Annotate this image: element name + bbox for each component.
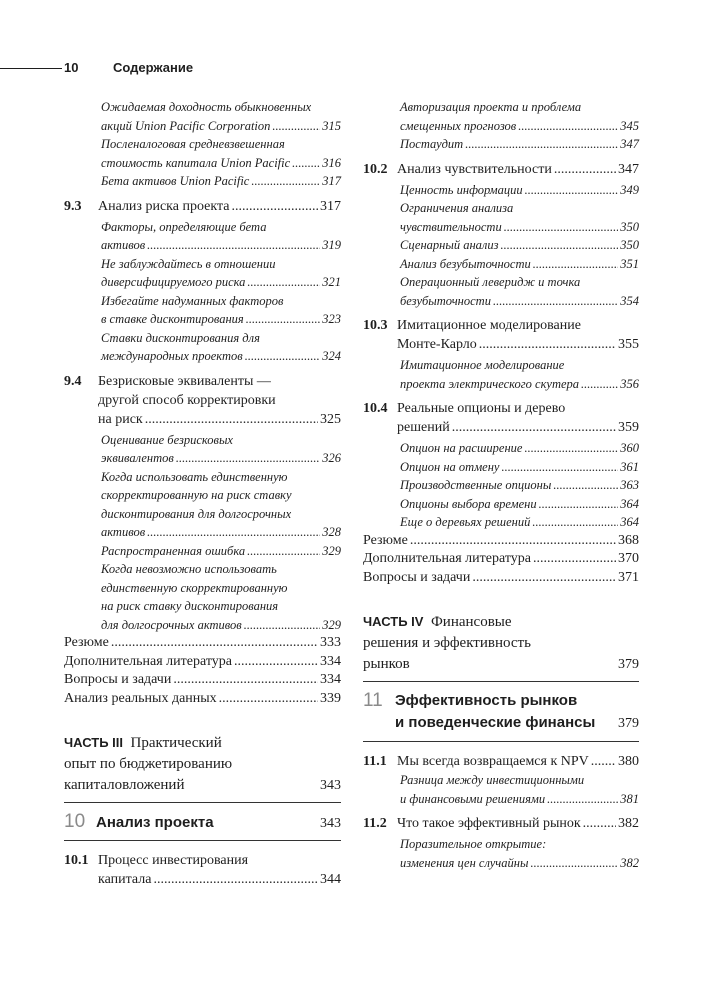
toc-entry-text: Оценивание безрисковых [101, 432, 233, 447]
toc-page-number: 339 [320, 690, 341, 706]
toc-entry-questions[interactable] [64, 671, 341, 690]
toc-entry-text: Когда невозможно использовать [101, 562, 277, 576]
chapter-title: Эффективность рынков [395, 692, 578, 709]
divider [64, 840, 341, 841]
toc-entry-text: Безрисковые эквиваленты — [98, 373, 271, 389]
divider [363, 741, 639, 742]
toc-entry-text: Монте-Карло [397, 337, 477, 352]
toc-page-number: 350 [620, 219, 639, 234]
toc-page-number: 363 [620, 478, 639, 492]
chapter-title: и поведенческие финансы [395, 714, 596, 731]
toc-entry-text: Вопросы и задачи [363, 569, 471, 585]
toc-entry-text: Избегайте надуманных факторов [101, 293, 284, 308]
toc-entry-text: Операционный леверидж и точка [400, 275, 581, 289]
toc-entry-further-reading[interactable] [363, 550, 639, 569]
section-number: 9.4 [64, 373, 82, 389]
toc-page-number: 380 [618, 754, 639, 769]
toc-page-number: 364 [620, 496, 639, 511]
toc-subentry[interactable] [363, 458, 639, 477]
toc-entry-further-reading[interactable] [64, 653, 341, 672]
toc-page-number: 345 [620, 118, 639, 133]
toc-subentry[interactable] [64, 98, 341, 135]
toc-section-10-3[interactable] [363, 316, 639, 354]
toc-part-3[interactable] [64, 732, 341, 796]
toc-page-number: 343 [320, 816, 341, 831]
toc-entry-text: Авторизация проекта и проблема [400, 100, 582, 114]
toc-entry-text: Сценарный анализ [400, 238, 499, 252]
toc-page-number: 334 [320, 653, 341, 669]
toc-entry-text: Ценность информации [400, 182, 523, 197]
toc-page-number: 344 [320, 872, 341, 887]
toc-subentry[interactable] [363, 135, 639, 154]
toc-entry-text: изменения цен случайны [400, 855, 529, 870]
toc-page-number: 323 [322, 312, 341, 326]
toc-chapter-10[interactable] [64, 811, 341, 834]
toc-entry-text: в ставке дисконтирования [101, 312, 244, 326]
toc-subentry[interactable] [363, 513, 639, 532]
toc-page-number: 321 [322, 275, 341, 289]
toc-section-9-3[interactable] [64, 197, 341, 216]
toc-page-number: 381 [620, 791, 639, 806]
toc-subentry[interactable] [363, 199, 639, 236]
chapter-title: Анализ проекта [96, 814, 214, 831]
toc-page-number: 347 [618, 161, 639, 177]
toc-left-column [64, 98, 341, 889]
toc-entry-text: Производственные опционы [400, 478, 552, 492]
toc-entry-text: и финансовыми решениями [400, 791, 546, 806]
toc-entry-real-data[interactable] [64, 690, 341, 709]
part-title: опыт по бюджетированию [64, 756, 233, 772]
section-number: 10.4 [363, 401, 388, 416]
toc-section-11-1[interactable] [363, 752, 639, 771]
toc-subentry[interactable] [363, 771, 639, 808]
toc-page-number: 355 [618, 337, 639, 352]
toc-page-number: 360 [620, 441, 639, 455]
part-title: капиталовложений [64, 777, 185, 793]
toc-page-number: 325 [320, 411, 341, 427]
toc-subentry[interactable] [363, 476, 639, 495]
toc-entry-text: Бета активов Union Pacific [101, 174, 250, 188]
toc-subentry[interactable] [363, 356, 639, 393]
toc-page-number: 328 [322, 525, 341, 539]
toc-entry-text: на риск ставку дисконтирования [101, 599, 279, 613]
toc-entry-questions[interactable] [363, 569, 639, 588]
toc-subentry[interactable] [64, 468, 341, 542]
toc-subentry[interactable] [363, 439, 639, 458]
toc-page-number: 382 [618, 816, 639, 831]
section-number: 11.1 [363, 754, 387, 769]
toc-page-number: 356 [620, 376, 639, 391]
toc-part-4[interactable] [363, 611, 639, 675]
toc-entry-text: Резюме [363, 532, 408, 548]
toc-subentry[interactable] [64, 560, 341, 634]
toc-page-number: 347 [620, 137, 639, 151]
toc-page-number: 316 [322, 155, 341, 170]
toc-entry-text: диверсифицируемого риска [101, 275, 246, 289]
toc-entry-text: Когда использовать единственную [101, 469, 288, 484]
divider [64, 802, 341, 803]
toc-entry-text: капитала [98, 872, 152, 887]
toc-page-number: 324 [322, 349, 341, 363]
toc-entry-text: единственную скорректированную [101, 580, 288, 595]
running-head [0, 60, 340, 80]
header-rule [0, 68, 62, 69]
toc-entry-text: на риск [98, 411, 143, 427]
toc-entry-text: Имитационное моделирование [400, 358, 565, 372]
toc-page-number: 354 [620, 293, 639, 308]
toc-entry-text: эквивалентов [101, 451, 174, 465]
toc-subentry[interactable] [363, 255, 639, 274]
toc-entry-text: Мы всегда возвращаемся к NPV [397, 754, 589, 769]
toc-page-number: 351 [620, 256, 639, 271]
toc-subentry[interactable] [64, 255, 341, 292]
toc-entry-text: Ожидаемая доходность обыкновенных [101, 100, 312, 114]
toc-subentry[interactable] [64, 329, 341, 366]
part-title: решения и эффективность [363, 635, 531, 651]
toc-page-number: 350 [620, 238, 639, 252]
toc-page-number: 343 [320, 778, 341, 793]
toc-entry-summary[interactable] [363, 532, 639, 551]
toc-section-10-4[interactable] [363, 399, 639, 437]
toc-entry-text: смещенных прогнозов [400, 118, 517, 133]
toc-entry-text: Имитационное моделирование [397, 318, 581, 333]
toc-subentry[interactable] [64, 292, 341, 329]
toc-entry-text: Опцион на отмену [400, 459, 500, 474]
toc-entry-text: стоимость капитала Union Pacific [101, 155, 291, 170]
toc-page-number: 326 [322, 451, 341, 465]
toc-entry-text: Что такое эффективный рынок [397, 816, 581, 831]
toc-subentry[interactable] [363, 236, 639, 255]
toc-subentry[interactable] [363, 495, 639, 514]
toc-page-number: 371 [618, 569, 639, 585]
toc-page-number: 333 [320, 635, 341, 650]
toc-subentry[interactable] [64, 135, 341, 172]
section-number: 10.2 [363, 161, 388, 177]
toc-entry-text: решений [397, 420, 450, 435]
toc-entry-text: Постаудит [400, 137, 464, 151]
toc-page-number: 329 [322, 543, 341, 558]
toc-entry-text: безубыточности [400, 293, 491, 308]
page-title: Содержание [113, 60, 194, 75]
toc-page-number: 368 [618, 532, 639, 548]
toc-entry-text: Резюме [64, 635, 109, 650]
part-label: ЧАСТЬ III [64, 735, 123, 750]
toc-entry-text: Опцион на расширение [400, 441, 523, 455]
toc-entry-text: Еще о деревьях решений [400, 515, 531, 529]
toc-entry-text: другой способ корректировки [98, 392, 276, 408]
toc-entry-text: Ограничения анализа [400, 201, 514, 215]
toc-section-10-1[interactable] [64, 851, 341, 889]
toc-entry-text: Реальные опционы и дерево [397, 401, 566, 416]
toc-section-9-4[interactable] [64, 372, 341, 429]
toc-entry-text: для долгосрочных активов [101, 617, 242, 632]
toc-page-number: 315 [322, 118, 341, 133]
toc-page-number: 317 [322, 174, 341, 188]
toc-entry-text: Процесс инвестирования [98, 853, 249, 868]
toc-entry-text: акций Union Pacific Corporation [101, 118, 271, 133]
section-number: 11.2 [363, 816, 387, 831]
chapter-number: 11 [363, 690, 383, 711]
toc-subentry[interactable] [363, 181, 639, 200]
toc-page-number: 361 [620, 459, 639, 474]
toc-page-number: 317 [320, 198, 341, 214]
toc-subentry[interactable] [64, 431, 341, 468]
toc-entry-text: Посленалоговая средневзвешенная [101, 137, 285, 151]
toc-page-number: 379 [618, 716, 639, 731]
toc-entry-text: Разница между инвестиционными [400, 773, 585, 787]
toc-entry-text: активов [101, 238, 146, 252]
part-title: Практический [130, 735, 222, 751]
toc-entry-text: Факторы, определяющие бета [101, 219, 267, 234]
toc-subentry[interactable] [363, 98, 639, 135]
toc-entry-text: Опционы выбора времени [400, 496, 537, 511]
toc-entry-text: Анализ риска проекта [98, 198, 230, 214]
page-number: 10 [64, 60, 79, 75]
toc-entry-text: международных проектов [101, 349, 243, 363]
part-title: Финансовые [430, 614, 512, 630]
toc-subentry[interactable] [64, 542, 341, 561]
toc-page-number: 370 [618, 551, 639, 566]
chapter-number: 10 [64, 811, 86, 832]
toc-page-number: 349 [620, 182, 639, 197]
toc-subentry[interactable] [64, 172, 341, 191]
toc-page-number: 364 [620, 515, 639, 529]
toc-subentry[interactable] [64, 218, 341, 255]
toc-entry-text: Ставки дисконтирования для [101, 330, 260, 345]
part-label: ЧАСТЬ IV [363, 614, 424, 629]
toc-subentry[interactable] [363, 273, 639, 310]
toc-page-number: 359 [618, 420, 639, 435]
toc-entry-text: Распространенная ошибка [101, 543, 246, 558]
section-number: 10.3 [363, 318, 388, 333]
toc-entry-text: скорректированную на риск ставку [101, 488, 292, 502]
toc-page-number: 319 [322, 238, 341, 252]
toc-entry-text: активов [101, 525, 146, 539]
toc-entry-text: Анализ чувствительности [397, 161, 552, 177]
toc-entry-text: Дополнительная литература [363, 551, 531, 566]
toc-right-column [363, 98, 639, 872]
toc-section-11-2[interactable] [363, 814, 639, 833]
section-number: 9.3 [64, 198, 82, 214]
toc-entry-text: Поразительное открытие: [400, 837, 547, 851]
toc-entry-text: Не заблуждайтесь в отношении [101, 256, 276, 271]
toc-page-number: 329 [322, 617, 341, 632]
toc-entry-text: проекта электрического скутера [400, 376, 580, 391]
toc-page-number: 334 [320, 672, 341, 687]
divider [363, 681, 639, 682]
toc-page-number: 382 [620, 855, 639, 870]
part-title: рынков [363, 656, 410, 672]
toc-entry-text: чувствительности [400, 219, 502, 234]
toc-section-10-2[interactable] [363, 160, 639, 179]
toc-entry-text: Анализ безубыточности [400, 256, 531, 271]
toc-subentry[interactable] [363, 835, 639, 872]
toc-page-number: 379 [618, 657, 639, 672]
toc-chapter-11[interactable] [363, 690, 639, 735]
toc-entry-text: Дополнительная литература [64, 653, 232, 669]
toc-entry-text: Вопросы и задачи [64, 672, 172, 687]
toc-entry-text: дисконтирования для долгосрочных [101, 506, 292, 521]
toc-entry-text: Анализ реальных данных [64, 690, 217, 706]
toc-entry-summary[interactable] [64, 634, 341, 653]
section-number: 10.1 [64, 853, 89, 868]
